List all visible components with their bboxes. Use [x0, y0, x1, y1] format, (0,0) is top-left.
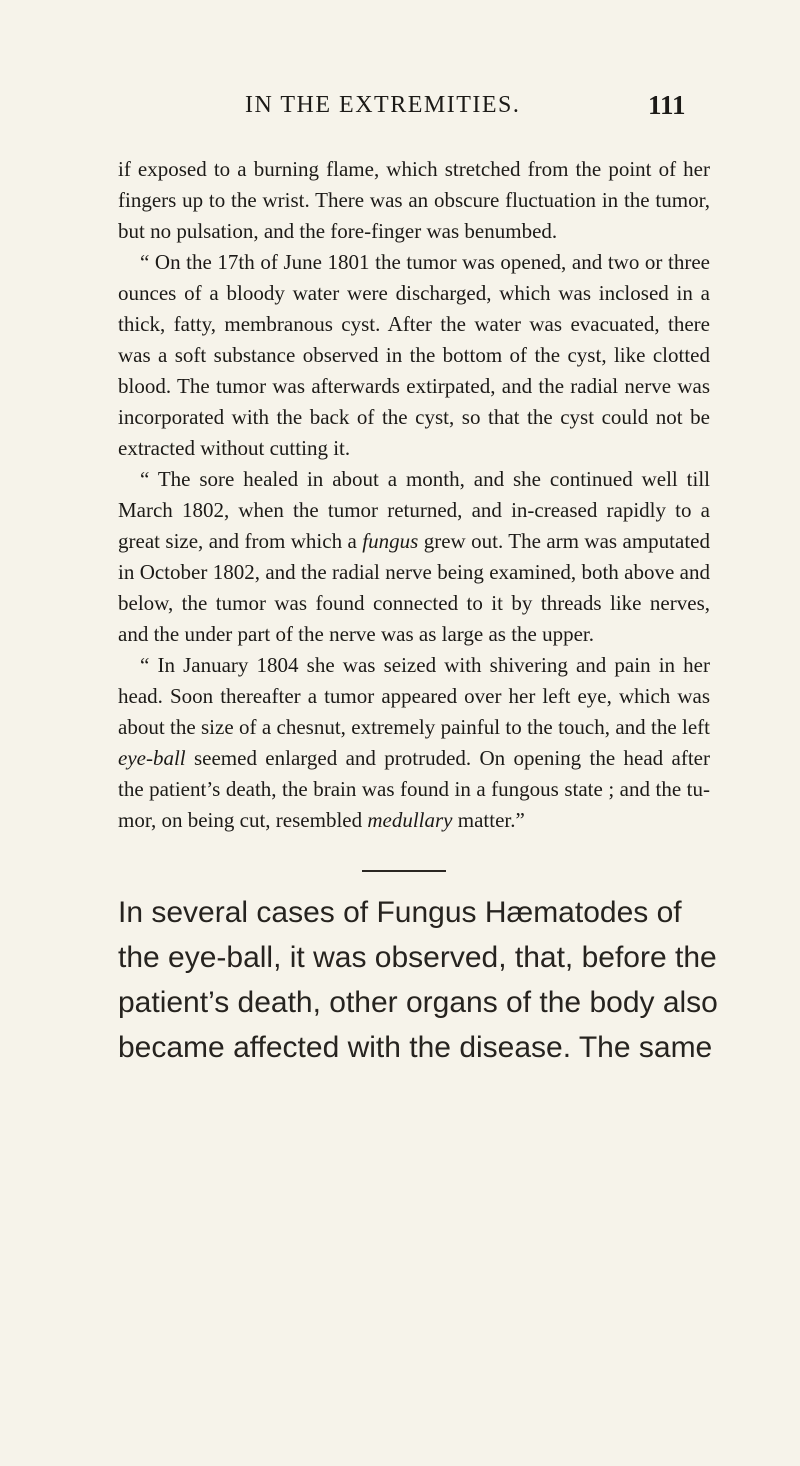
paragraph-2: “ On the 17th of June 1801 the tumor was opened, and two or three ounces of a bloody water were discharged, which was inclosed in a thick, fatty, membranous cyst. After the water was evacuated, there was a soft substance observed in the bottom of the cyst, like clotted blood. The tumor was afterwards extirpated, and the radial nerve was incorporated with the back of the cyst, so that the cyst could not be extracted without cutting it.	[118, 250, 710, 460]
italic-term-fungus: fungus	[362, 529, 419, 553]
insert-line-1: In several cases of Fungus Hæmatodes of	[118, 896, 682, 929]
italic-term-medullary: medullary	[367, 808, 453, 832]
page-number: 111	[648, 90, 686, 120]
paragraph-4-text-b: seemed enlarged and protruded. On opening the head after the patient’s death, the brain was found in a fungous state ; and the tu-mor, on being cut, resembled	[118, 746, 710, 832]
paragraph-3-text-b: grew out. The arm was amputated in October 1802, and the radial nerve being examined, both above and below, the tumor was found connected to it by threads like nerves, and the under part of the nerve was as large as the upper.	[118, 529, 710, 646]
running-head	[0, 92, 800, 132]
italic-term-eye-ball: eye-ball	[118, 746, 186, 770]
body-text	[118, 154, 710, 836]
inserted-text-block	[118, 890, 723, 1070]
insert-line-4: became affected with the disease. The same	[118, 1031, 713, 1064]
insert-line-3: patient’s death, other organs of the body also	[118, 986, 718, 1019]
section-divider	[362, 870, 446, 872]
running-title: IN THE EXTREMITIES.	[245, 92, 521, 118]
insert-line-2: the eye-ball, it was observed, that, before the	[118, 941, 717, 974]
paragraph-4-text-a: “ In January 1804 she was seized with shivering and pain in her head. Soon thereafter a tumor appeared over her left eye, which was about the size of a chesnut, extremely painful to the touch, and the left	[118, 653, 710, 739]
paragraph-1: if exposed to a burning flame, which stretched from the point of her fingers up to the wrist. There was an obscure fluctuation in the tumor, but no pulsation, and the fore-finger was benumbed.	[118, 157, 710, 243]
paragraph-3	[118, 464, 710, 650]
paragraph-3-text-a: “ The sore healed in about a month, and she continued well till March 1802, when the tumor returned, and in-creased rapidly to a great size, and from which a	[118, 467, 710, 553]
paragraph-4	[118, 650, 710, 836]
paragraph-4-text-c: matter.”	[452, 808, 525, 832]
